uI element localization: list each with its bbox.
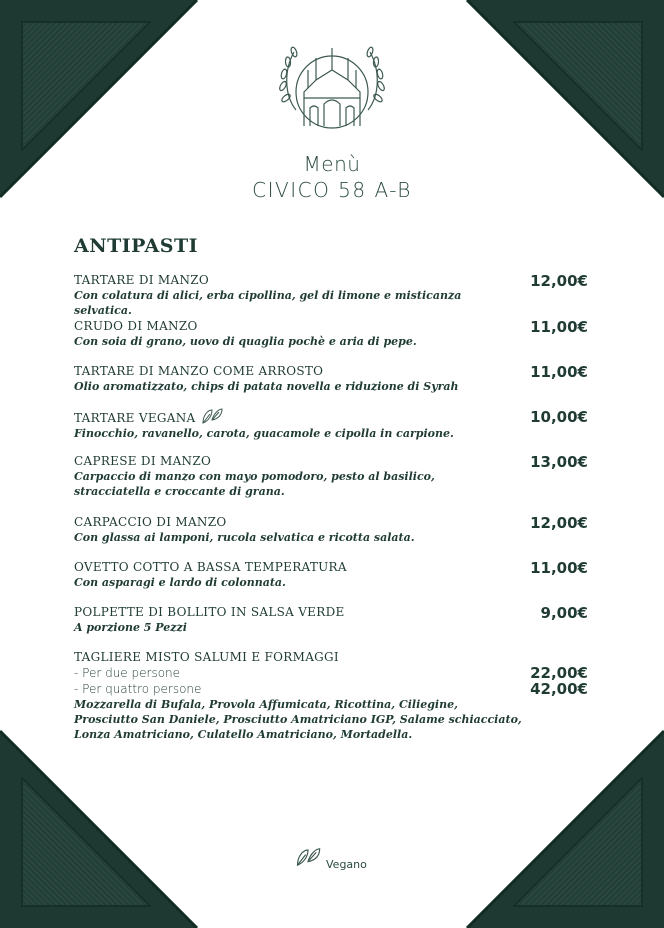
menu-item-price: 11,00€ bbox=[530, 559, 588, 577]
menu-item-description: A porzione 5 Pezzi bbox=[74, 621, 187, 634]
menu-item bbox=[74, 514, 588, 545]
menu-item-name: CAPRESE DI MANZO bbox=[74, 454, 212, 468]
menu-title bbox=[0, 152, 664, 202]
menu-title-line2: CIVICO 58 A-B bbox=[252, 178, 412, 202]
menu-item-name-row bbox=[74, 406, 588, 426]
menu-item bbox=[74, 453, 588, 499]
menu-item-description: Mozzarella di Bufala, Provola Affumicata, Ricottina, Ciliegine, Prosciutto San Daniele, Prosciutto Amatriciano IGP, Salame schiacciato, Lonza Amatriciano, Culatello Amatriciano, Mortadella. bbox=[74, 698, 522, 741]
menu-title-line1: Menù bbox=[303, 152, 361, 176]
menu-item-description: Con asparagi e lardo di colonnata. bbox=[74, 576, 286, 589]
menu-item-price: 9,00€ bbox=[540, 604, 588, 622]
menu-item-description: Carpaccio di manzo con mayo pomodoro, pesto al basilico, stracciatella e croccante di grana. bbox=[74, 470, 435, 498]
menu-item-name: OVETTO COTTO A BASSA TEMPERATURA bbox=[74, 560, 347, 574]
legend-label: Vegano bbox=[326, 858, 367, 871]
menu-item-price: 12,00€ bbox=[530, 272, 588, 290]
menu-item-price: 13,00€ bbox=[530, 453, 588, 471]
leaf-icon bbox=[294, 845, 322, 869]
menu-item bbox=[74, 272, 588, 318]
menu-item-description: Olio aromatizzato, chips di patata novella e riduzione di Syrah bbox=[74, 380, 459, 393]
menu-item-description: Con colatura di alici, erba cipollina, gel di limone e misticanza selvatica. bbox=[74, 289, 462, 317]
platter-option: - Per due persone bbox=[74, 666, 181, 680]
platter-price: 42,00€ bbox=[530, 680, 588, 698]
menu-item bbox=[74, 318, 588, 349]
menu-item-price: 10,00€ bbox=[530, 408, 588, 426]
menu-item-description: Finocchio, ravanello, carota, guacamole e cipolla in carpione. bbox=[74, 427, 454, 440]
menu-item bbox=[74, 604, 588, 635]
menu-item-price: 11,00€ bbox=[530, 363, 588, 381]
corner-decoration-bottom-left bbox=[0, 728, 200, 928]
menu-item-name: CARPACCIO DI MANZO bbox=[74, 515, 227, 529]
menu-item bbox=[74, 559, 588, 590]
menu-item-description: Con glassa ai lamponi, rucola selvatica e ricotta salata. bbox=[74, 531, 415, 544]
menu-item bbox=[74, 363, 588, 394]
menu-item-name: TARTARE VEGANA bbox=[74, 411, 196, 425]
menu-item-price: 12,00€ bbox=[530, 514, 588, 532]
leaf-icon bbox=[200, 406, 224, 426]
menu-item-platter bbox=[74, 649, 588, 742]
cathedral-laurel-emblem bbox=[272, 40, 392, 136]
menu-item-name: TARTARE DI MANZO bbox=[74, 273, 210, 287]
menu-item-description: Con soia di grano, uovo di quaglia pochè e aria di pepe. bbox=[74, 335, 417, 348]
menu-item-name: TARTARE DI MANZO COME ARROSTO bbox=[74, 364, 324, 378]
section-title: ANTIPASTI bbox=[74, 235, 199, 257]
platter-price: 22,00€ bbox=[530, 664, 588, 682]
menu-item bbox=[74, 406, 588, 441]
corner-decoration-bottom-right bbox=[464, 728, 664, 928]
menu-item-name: TAGLIERE MISTO SALUMI E FORMAGGI bbox=[74, 650, 339, 664]
menu-item-price: 11,00€ bbox=[530, 318, 588, 336]
vegan-legend bbox=[294, 845, 367, 869]
menu-item-name: CRUDO DI MANZO bbox=[74, 319, 198, 333]
platter-option: - Per quattro persone bbox=[74, 682, 202, 696]
menu-item-name: POLPETTE DI BOLLITO IN SALSA VERDE bbox=[74, 605, 345, 619]
